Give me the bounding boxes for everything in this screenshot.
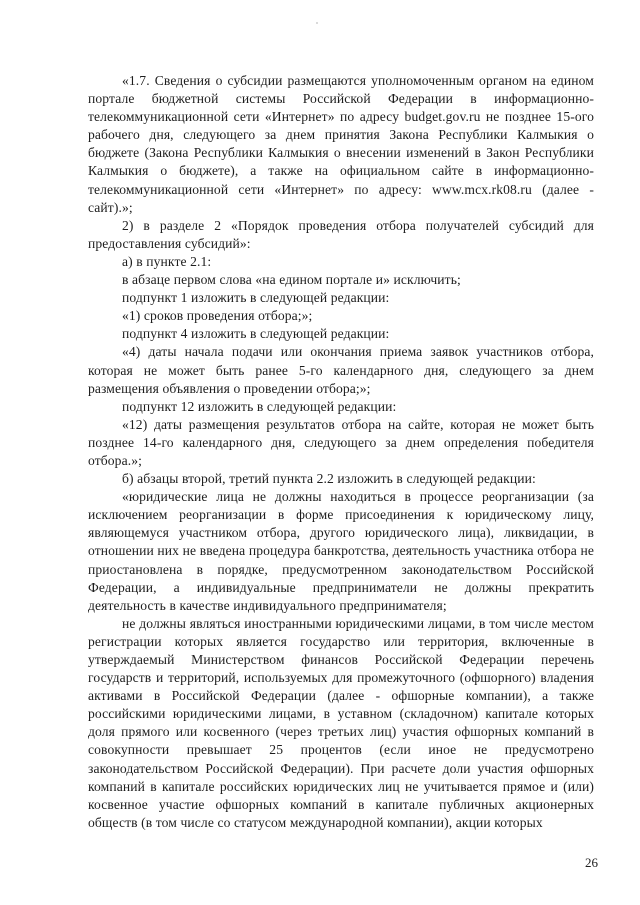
paragraph-point-2-2: б) абзацы второй, третий пункта 2.2 изложить в следующей редакции: [122, 471, 536, 487]
paragraph-subpoint-12-text: «12) даты размещения результатов отбора на сайте, которая не может быть позднее 14-го календарного дня, следующего за днем определения победителя отбора.»; [88, 416, 594, 468]
scan-speck [316, 22, 318, 24]
paragraph-subpoint-4: подпункт 4 изложить в следующей редакции: [122, 326, 390, 342]
paragraph-foreign-entities: не должны являться иностранными юридическими лицами, в том числе местом регистрации которых является государство или территория, включенные в утверждаемый Министерством финансов Российской Федерации перечень государств и территорий, используемых для промежуточного (офшорного) владения активами в Российской Федерации (далее - офшорные компании), а также российскими юридическими лицами, в уставном (складочном) капитале которых доля прямого или косвенного (через третьих лиц) участия офшорных компаний в совокупности превышает 25 процентов (если иное не предусмотрено законодательством Российской Федерации). При расчете доли участия офшорных компаний в капитале российских юридических лиц не учитывается прямое и (или) косвенное участие офшорных компаний в капитале публичных акционерных обществ (в том числе со статусом международной компании), акции которых [88, 615, 594, 830]
paragraph-legal-entities: «юридические лица не должны находиться в процессе реорганизации (за исключением реорганизации в форме присоединения к юридическому лицу, являющемуся участником отбора, другого юридического лица), ликвидации, в отношении них не введена процедура банкротства, деятельность участника отбора не приостановлена в порядке, предусмотренном законодательством Российской Федерации, а индивидуальные предприниматели не должны прекратить деятельность в качестве индивидуального предпринимателя; [88, 489, 594, 613]
paragraph-1-7: «1.7. Сведения о субсидии размещаются уполномоченным органом на едином портале бюджетной системы Российской Федерации в информационно-телекоммуникационной сети «Интернет» по адресу budget.gov.ru не позднее 15-ого рабочего дня, следующего за днем принятия Закона Республики Калмыкия о бюджете (Закона Республики Калмыкия о внесении изменений в Закон Республики Калмыкия о бюджете), а также на официальном сайте в информационно-телекоммуникационной сети «Интернет» по адресу: www.mcx.rk08.ru (далее - сайт).»; [88, 73, 594, 215]
page-number: 26 [585, 855, 598, 870]
paragraph-subpoint-1: подпункт 1 изложить в следующей редакции: [122, 290, 390, 306]
paragraph-subpoint-1-text: «1) сроков проведения отбора;»; [122, 308, 313, 324]
paragraph-first-abzats: в абзаце первом слова «на едином портале и» исключить; [122, 272, 461, 288]
paragraph-subpoint-4-text: «4) даты начала подачи или окончания приема заявок участников отбора, которая не может быть ранее 5-го календарного дня, следующего за днем размещения объявления о проведении отбора;»; [88, 344, 594, 396]
paragraph-subpoint-12: подпункт 12 изложить в следующей редакции: [122, 398, 397, 414]
body-text [88, 72, 594, 832]
paragraph-point-2-1: а) в пункте 2.1: [122, 253, 212, 269]
paragraph-section-2: 2) в разделе 2 «Порядок проведения отбора получателей субсидий для предоставления субсидий»: [88, 217, 594, 251]
